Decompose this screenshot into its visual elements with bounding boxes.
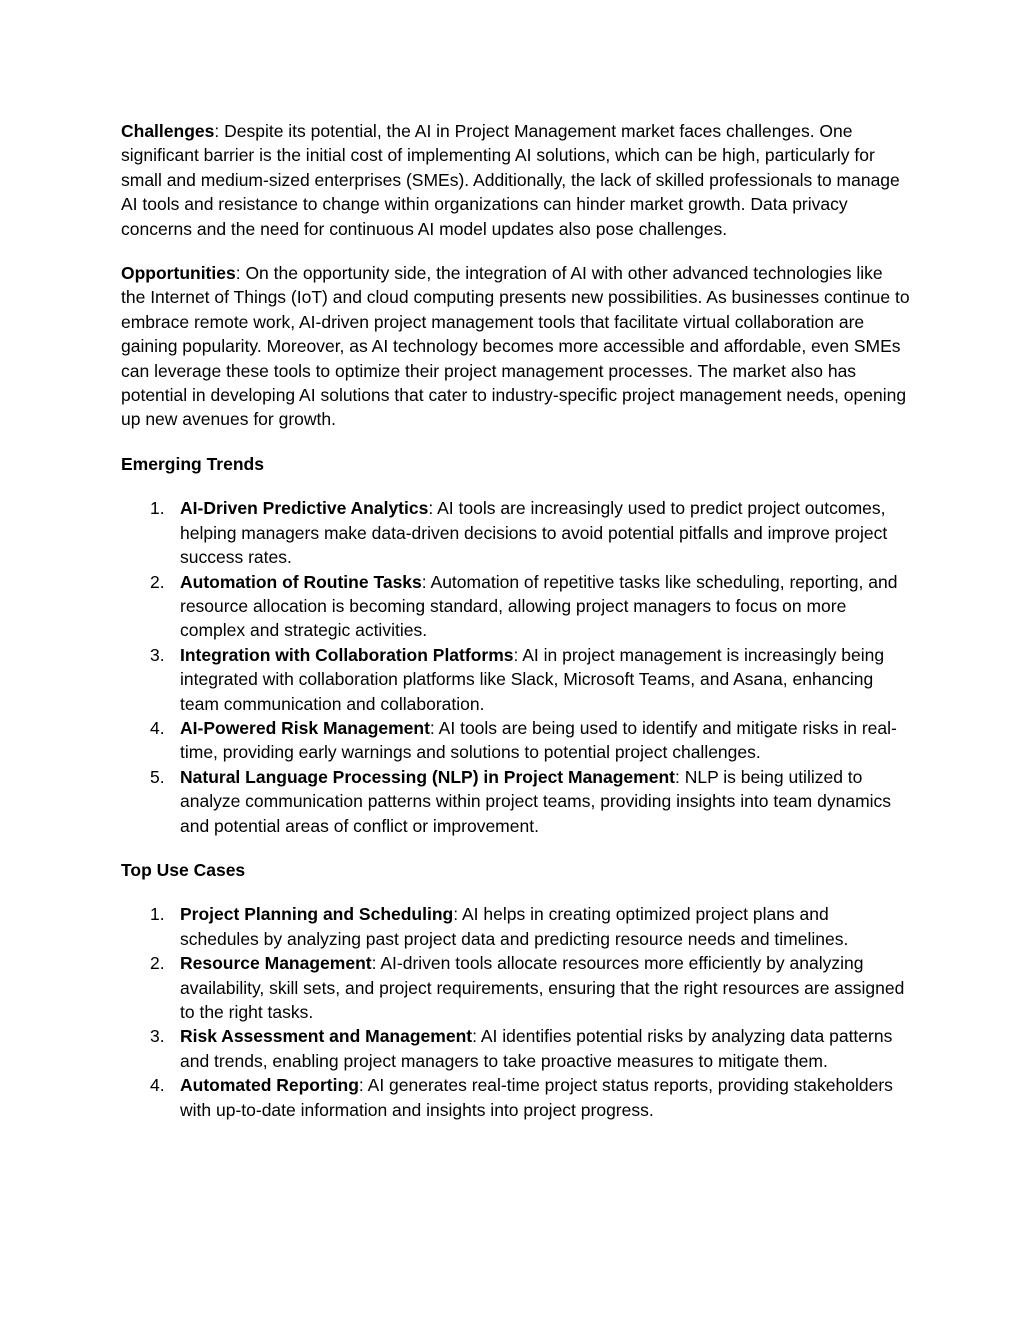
list-item-title: AI-Driven Predictive Analytics xyxy=(180,498,429,519)
list-item xyxy=(121,951,911,1024)
list-item-number: 5. xyxy=(150,766,165,787)
challenges-title: Challenges xyxy=(121,121,215,141)
list-item-title: Project Planning and Scheduling xyxy=(180,904,454,925)
list-item-number: 1. xyxy=(150,498,165,519)
opportunities-text: : On the opportunity side, the integration of AI with other advanced technologies like the Internet of Things (IoT) and cloud computing presents new possibilities. As businesses continue to embrace remote work, AI-driven project management tools that facilitate virtual collaboration are gaining popularity. Moreover, as AI technology becomes more accessible and affordable, even SMEs can leverage these tools to optimize their project management processes. The market also has potential in developing AI solutions that cater to industry-specific project management needs, opening up new avenues for growth. xyxy=(121,263,910,430)
list-item xyxy=(121,496,911,569)
list-item-text: : AI helps in creating optimized project plans and schedules by analyzing past project data and predicting resource needs and timelines. xyxy=(180,904,849,949)
list-item-title: Natural Language Processing (NLP) in Project Management xyxy=(180,766,675,787)
list-item xyxy=(121,1073,911,1122)
opportunities-paragraph xyxy=(121,261,911,432)
list-item-title: Automated Reporting xyxy=(180,1075,359,1096)
list-item-number: 2. xyxy=(150,953,165,974)
list-item xyxy=(121,902,911,951)
list-item-number: 1. xyxy=(150,904,165,925)
emerging-trends-list xyxy=(121,496,911,838)
list-item-text: : AI generates real-time project status reports, providing stakeholders with up-to-date information and insights into project progress. xyxy=(180,1075,893,1120)
top-use-cases-heading: Top Use Cases xyxy=(121,859,246,880)
list-item-number: 3. xyxy=(150,644,165,665)
list-item xyxy=(121,716,911,765)
list-item-text: : AI in project management is increasingly being integrated with collaboration platforms like Slack, Microsoft Teams, and Asana, enhancing team communication and collaboration. xyxy=(180,644,885,714)
challenges-paragraph xyxy=(121,119,911,241)
list-item-title: Risk Assessment and Management xyxy=(180,1026,473,1047)
list-item-title: Integration with Collaboration Platforms xyxy=(180,644,514,665)
document-body xyxy=(121,119,911,1142)
list-item-number: 4. xyxy=(150,717,165,738)
list-item-text: : AI tools are being used to identify and mitigate risks in real-time, providing early warnings and solutions to potential project challenges. xyxy=(180,717,897,763)
challenges-text: : Despite its potential, the AI in Project Management market faces challenges. One significant barrier is the initial cost of implementing AI solutions, which can be high, particularly for small and medium-sized enterprises (SMEs). Additionally, the lack of skilled professionals to manage AI tools and resistance to change within organizations can hinder market growth. Data privacy concerns and the need for continuous AI model updates also pose challenges. xyxy=(121,121,900,239)
list-item xyxy=(121,1024,911,1073)
list-item-text: : AI tools are increasingly used to predict project outcomes, helping managers make data-driven decisions to avoid potential pitfalls and improve project success rates. xyxy=(180,498,888,568)
opportunities-title: Opportunities xyxy=(121,263,236,284)
list-item-title: Resource Management xyxy=(180,953,372,974)
list-item-text: : AI-driven tools allocate resources more efficiently by analyzing availability, skill sets, and project requirements, ensuring that the right resources are assigned to the right tasks. xyxy=(180,953,905,1022)
list-item-text: : AI identifies potential risks by analyzing data patterns and trends, enabling project managers to take proactive measures to mitigate them. xyxy=(180,1026,893,1071)
list-item-number: 4. xyxy=(150,1075,165,1096)
list-item xyxy=(121,643,911,716)
list-item xyxy=(121,570,911,643)
top-use-cases-list xyxy=(121,902,911,1122)
list-item xyxy=(121,765,911,838)
list-item-title: AI-Powered Risk Management xyxy=(180,717,430,738)
emerging-trends-heading: Emerging Trends xyxy=(121,453,264,474)
list-item-text: : NLP is being utilized to analyze communication patterns within project teams, providing insights into team dynamics and potential areas of conflict or improvement. xyxy=(180,766,892,836)
list-item-text: : Automation of repetitive tasks like scheduling, reporting, and resource allocation is becoming standard, allowing project managers to focus on more complex and strategic activities. xyxy=(180,571,898,641)
list-item-number: 3. xyxy=(150,1026,165,1047)
list-item-number: 2. xyxy=(150,571,165,592)
list-item-title: Automation of Routine Tasks xyxy=(180,571,422,592)
